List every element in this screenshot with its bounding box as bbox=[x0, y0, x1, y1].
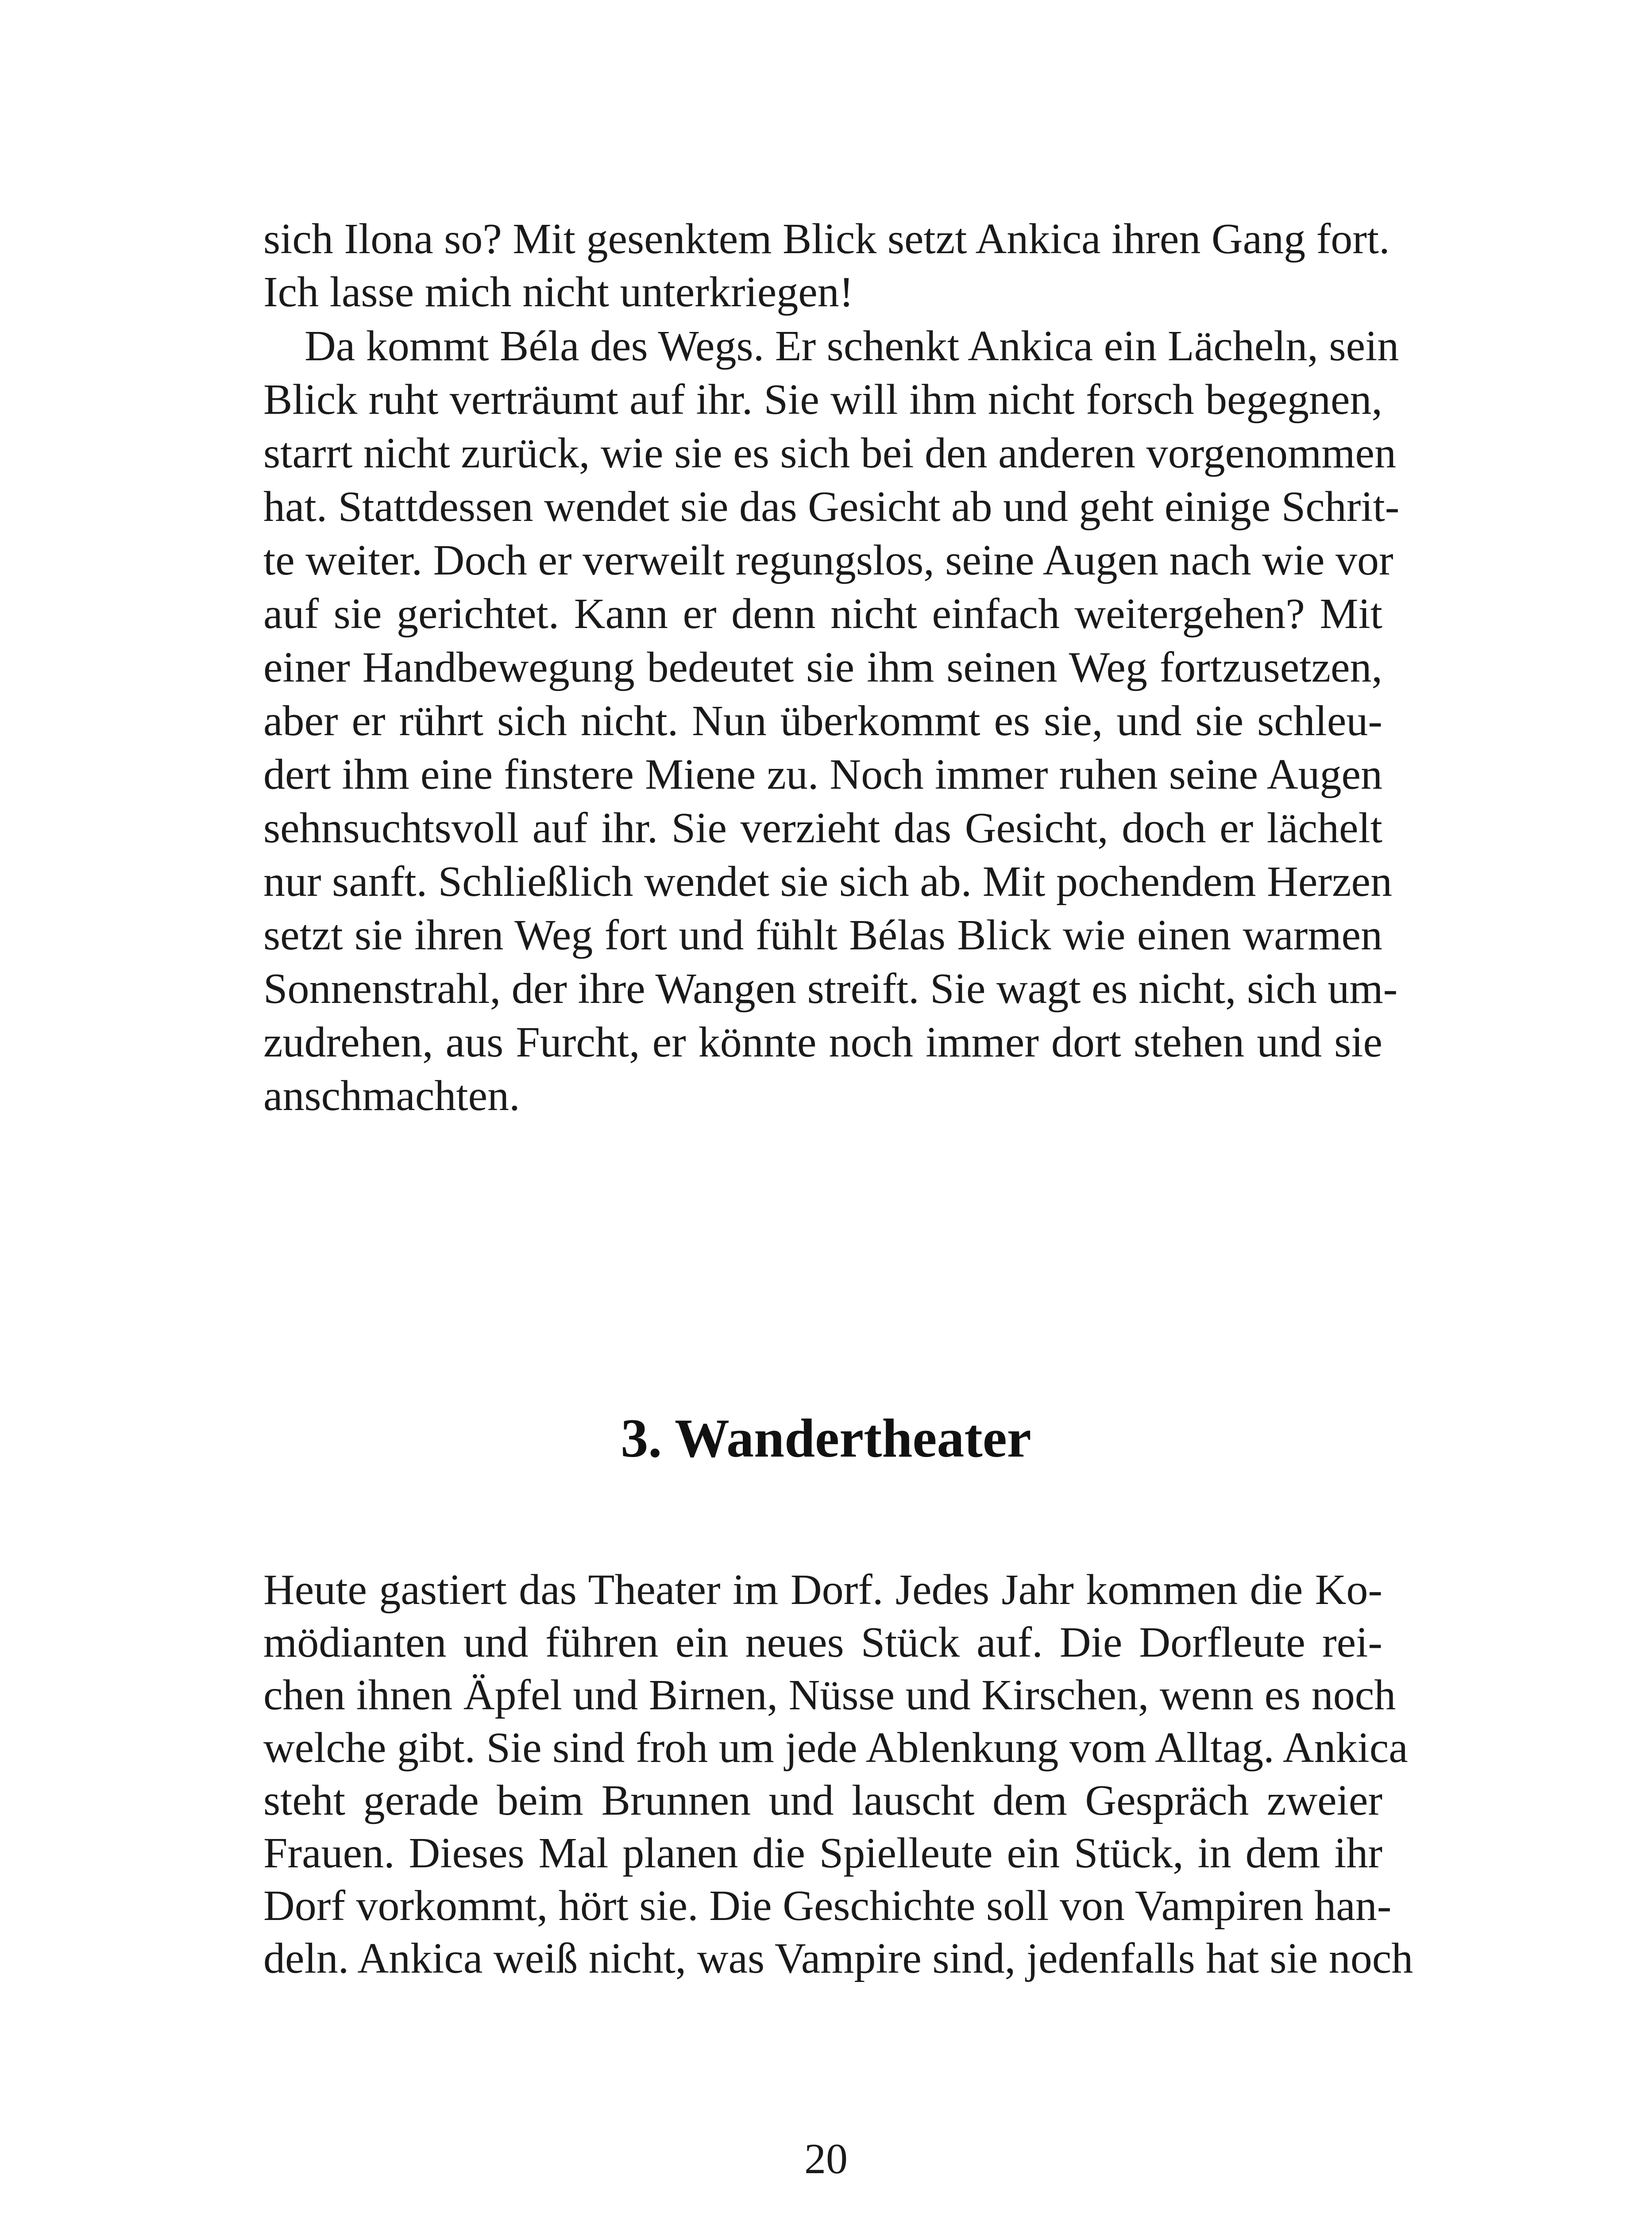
text-line: Frauen. Dieses Mal planen die Spielleute ein Stück, in dem ihr bbox=[263, 1829, 1382, 1877]
text-line: nur sanft. Schließlich wendet sie sich ab. Mit pochendem Herzen bbox=[263, 858, 1392, 906]
page-number: 20 bbox=[804, 2135, 848, 2183]
chapter-heading: 3. Wandertheater bbox=[621, 1408, 1031, 1469]
text-line: mödianten und führen ein neues Stück auf. Die Dorfleute rei- bbox=[263, 1619, 1382, 1666]
text-line: chen ihnen Äpfel und Birnen, Nüsse und Kirschen, wenn es noch bbox=[263, 1671, 1396, 1719]
text-line: auf sie gerichtet. Kann er denn nicht einfach weitergehen? Mit bbox=[263, 590, 1382, 638]
text-line: Heute gastiert das Theater im Dorf. Jedes Jahr kommen die Ko- bbox=[263, 1566, 1382, 1614]
text-line: Ich lasse mich nicht unterkriegen! bbox=[263, 268, 854, 316]
text-line: Blick ruht verträumt auf ihr. Sie will ihm nicht forsch begegnen, bbox=[263, 376, 1382, 424]
text-line: te weiter. Doch er verweilt regungslos, seine Augen nach wie vor bbox=[263, 536, 1393, 584]
text-line: hat. Stattdessen wendet sie das Gesicht ab und geht einige Schrit- bbox=[263, 483, 1400, 531]
text-line: welche gibt. Sie sind froh um jede Ablenkung vom Alltag. Ankica bbox=[263, 1724, 1408, 1772]
text-line: sehnsuchtsvoll auf ihr. Sie verzieht das Gesicht, doch er lächelt bbox=[263, 804, 1382, 852]
text-line: zudrehen, aus Furcht, er könnte noch immer dort stehen und sie bbox=[263, 1018, 1382, 1066]
text-line: einer Handbewegung bedeutet sie ihm seinen Weg fortzusetzen, bbox=[263, 644, 1382, 691]
text-line: dert ihm eine finstere Miene zu. Noch immer ruhen seine Augen bbox=[263, 751, 1382, 798]
text-line: Da kommt Béla des Wegs. Er schenkt Ankica ein Lächeln, sein bbox=[305, 322, 1399, 370]
text-line: anschmachten. bbox=[263, 1072, 520, 1120]
text-line: Sonnenstrahl, der ihre Wangen streift. Sie wagt es nicht, sich um- bbox=[263, 965, 1398, 1013]
text-line: starrt nicht zurück, wie sie es sich bei den anderen vorgenommen bbox=[263, 429, 1396, 477]
text-line: aber er rührt sich nicht. Nun überkommt es sie, und sie schleu- bbox=[263, 697, 1382, 745]
text-line: sich Ilona so? Mit gesenktem Blick setzt Ankica ihren Gang fort. bbox=[263, 215, 1390, 263]
text-line: deln. Ankica weiß nicht, was Vampire sind, jedenfalls hat sie noch bbox=[263, 1935, 1413, 1982]
text-line: Dorf vorkommt, hört sie. Die Geschichte soll von Vampiren han- bbox=[263, 1882, 1392, 1930]
text-line: steht gerade beim Brunnen und lauscht dem Gespräch zweier bbox=[263, 1777, 1382, 1824]
text-line: setzt sie ihren Weg fort und fühlt Bélas Blick wie einen warmen bbox=[263, 911, 1382, 959]
